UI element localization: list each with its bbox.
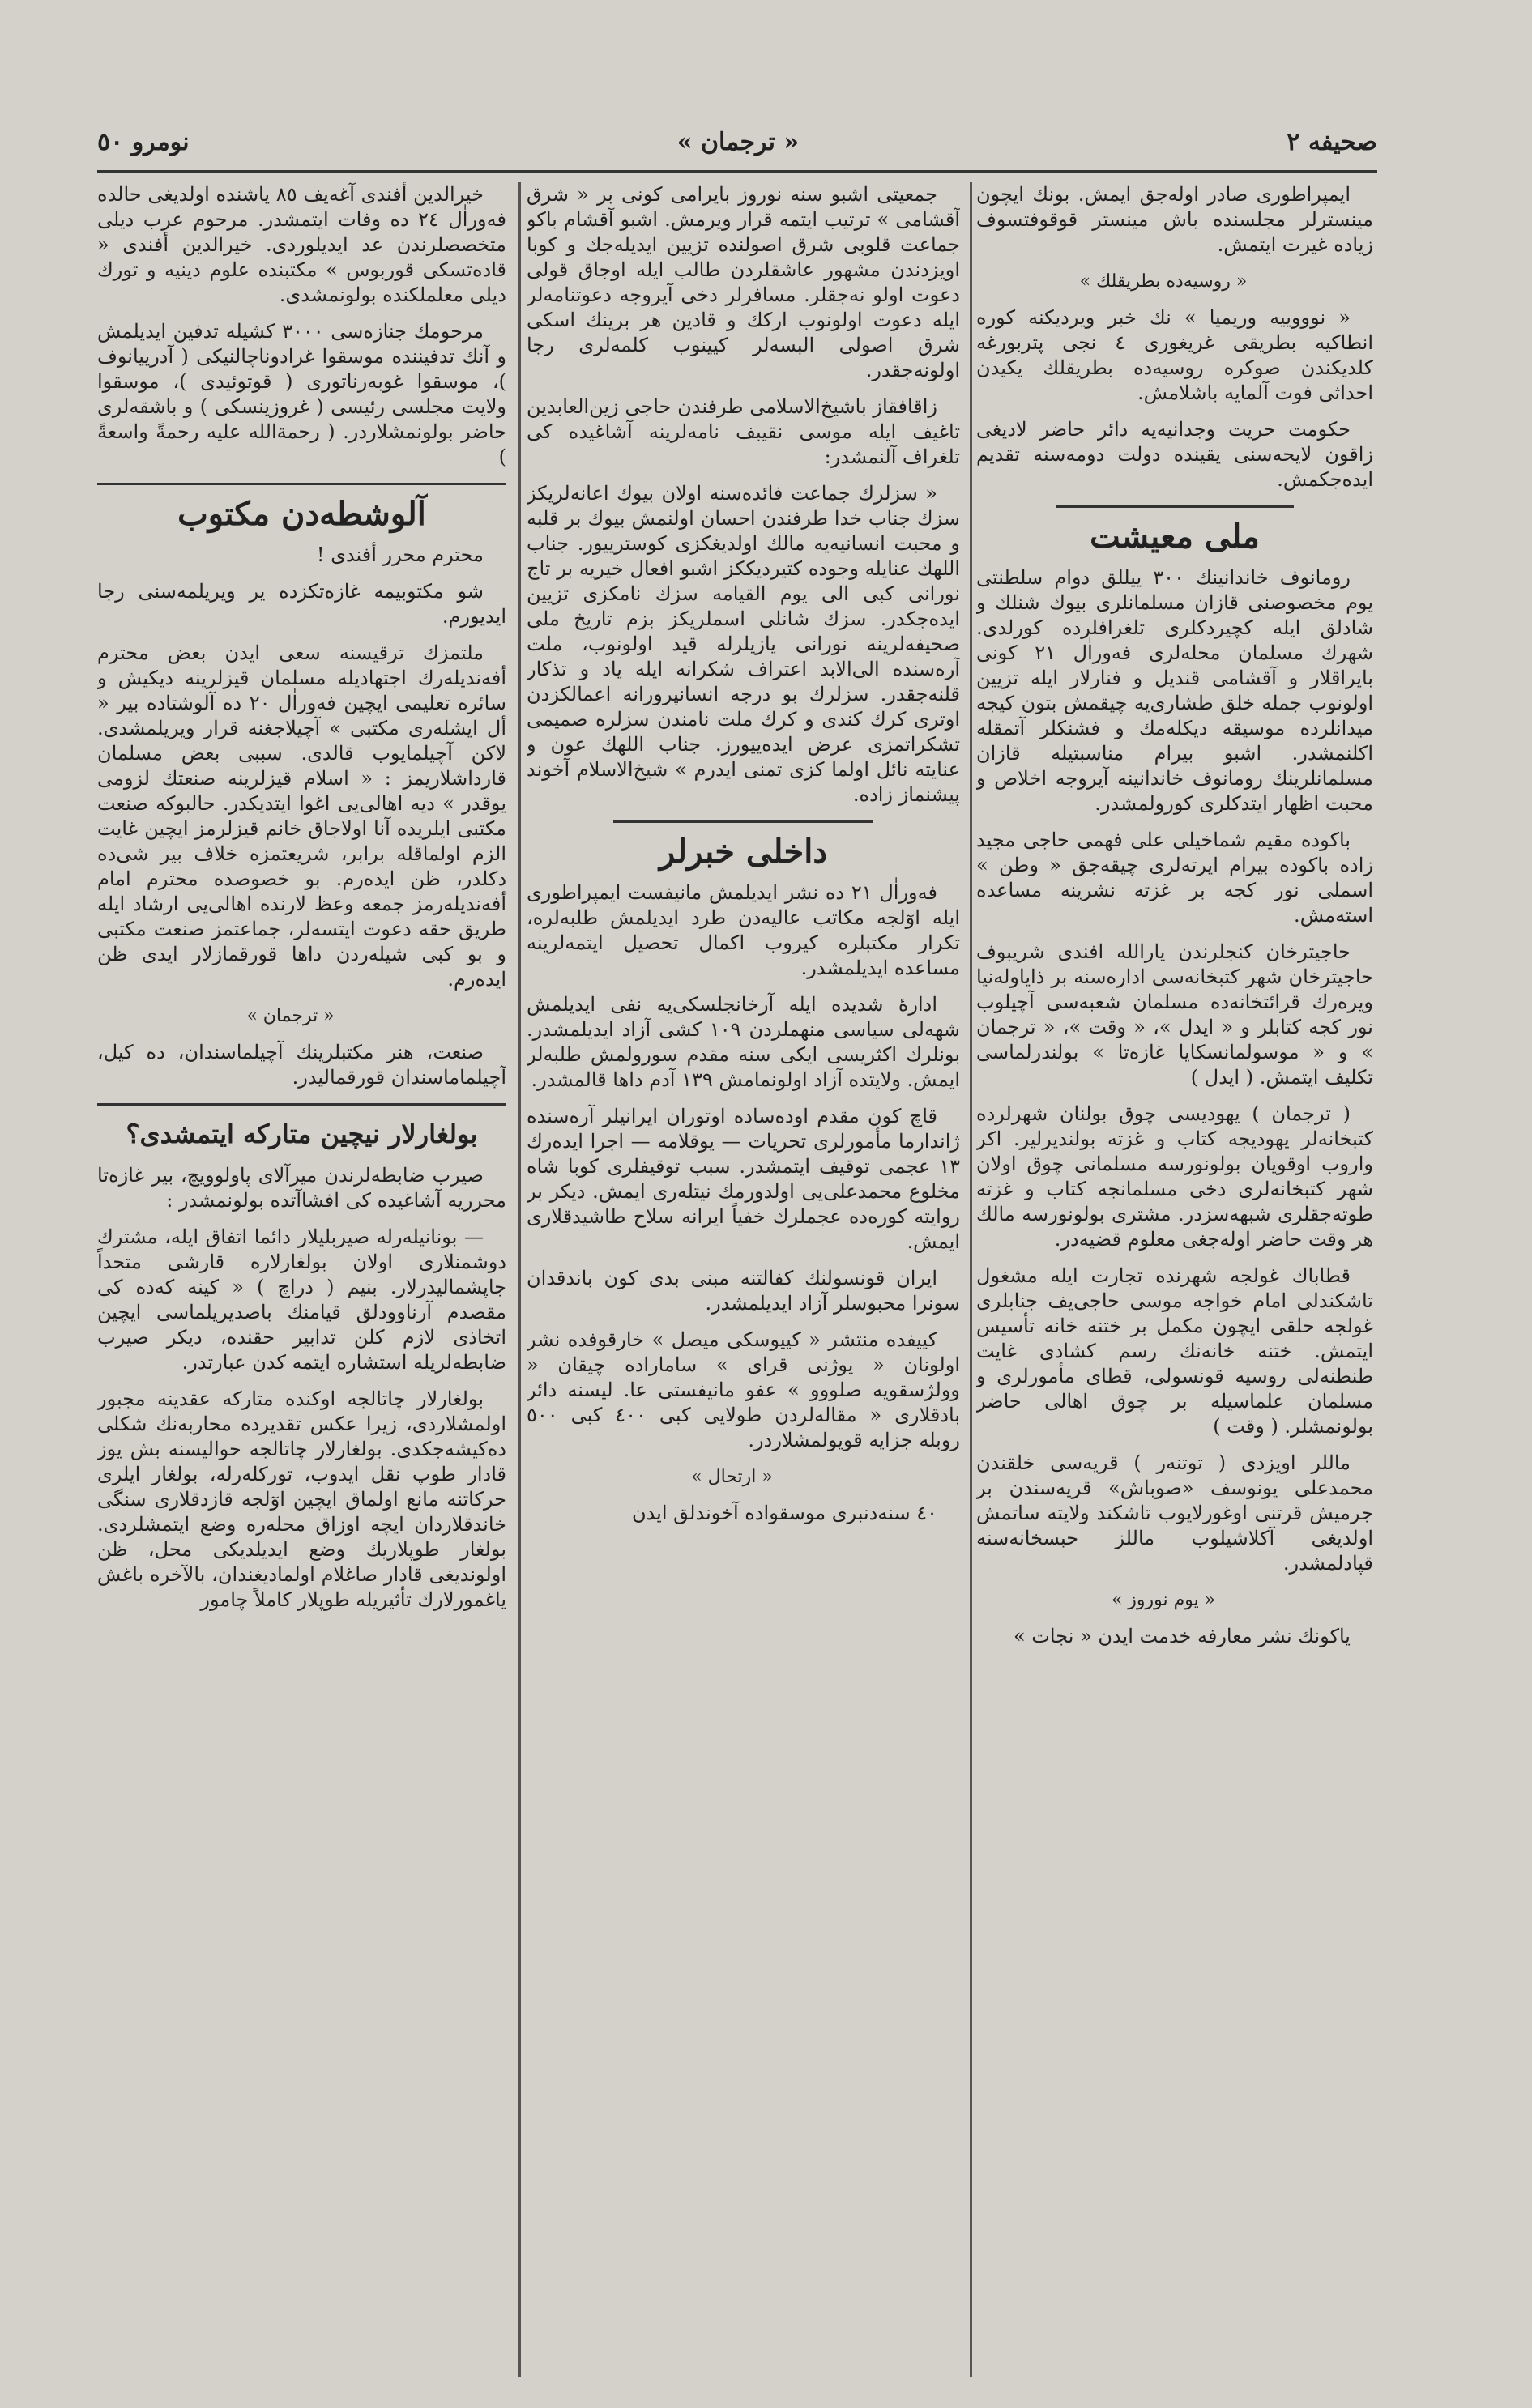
text-paragraph: قاچ کون مقدم اودەسادە اوتوران ایرانیلر آرەسنده ژاندارما مأمورلری تحریات — یوقلامه — اجرا ایدەرك ١٣ عجمی توقیف ایتمشدر. سبب توقیفلری کوبا شاه مخلوع محمدعلی‌یی اولدورمك نیتلەری ایمش. دیکر بر روایته کورەدە عجملرك خفیاً ایرانه سلاح طاشیدقلاری ایمش.	[527, 1105, 960, 1253]
text-paragraph: « نوووییە وریمیا » نك خبر ویردیکنه کورە انطاکیه بطریقی غریغوری ٤ نجی پتربورغه کلدیکندن صوکرە روسیەدە بطریقلك یکیدن احداثی فوت آلمایە باشلامش.	[976, 306, 1373, 404]
column-left	[97, 182, 506, 2373]
text-paragraph: صنعت، هنر مکتبلرینك آچیلماسندان، دە کیل، آچیلماماسندان قورقمالیدر.	[97, 1041, 506, 1089]
header-rule	[97, 170, 1377, 173]
text-paragraph: حکومت حریت وجدانیەیە دائر حاضر لادیغی زاقون لایحەسنی یقینده دولت دومەسنه تقدیم ایدەجکمش.	[976, 418, 1373, 491]
text-paragraph: « سزلرك جماعت فائدەسنه اولان بیوك اعانەلریکز سزك جناب خدا طرفندن احسان اولنمش بیوك بر قلبه و محبت انسانیەیه مالك اولدیغکزی کوسترییور. جناب اللهك عنایله وجودە کتیردیککز اشبو افعال خیریه بر تاج نورانی کبی الی یوم القیامه سزك نامکزی تزیین ایدەجکدر. سزك شانلی اسملریکز بزم تاریخ ملی صحیفەلرینه نورانی یازیلرله قید اولونوب، ملت آرەسنده الی‌الابد اعتراف شکرانه ایله یاد و تذکار قلنەجقدر. سزلرك بو درجه انسانپرورانه اعمالکزدن اوتری کرك کندی و کرك ملت نامندن سزلرە صمیمی تشکراتمزی عرض ایدەییورز. جناب اللهك عون و عنایته نائل اولما کزی تمنی ایدرم » شیخ‌الاسلام آخوند پیشنماز زادە.	[527, 482, 960, 806]
text-paragraph: جمعیتی اشبو سنه نوروز بایرامی کونی بر « شرق آقشامی » ترتیب ایتمه قرار ویرمش. اشبو آقشام باکو جماعت قلوبی شرق اصولنده تزیین ایدیلەجك و کوبا اویزدندن مشهور عاشقلردن طالب ایله اوجاق قولی دعوت اولو نەجقلر. مسافرلر دخی آیروجه دعوتنامەلر ایله دعوت اولونوب ارکك و قادین هر برینك اسکی شرق اصولی البسەلر کیینوب کلمەلری رجا اولونەجقدر.	[527, 183, 960, 381]
text-paragraph: ایمپراطوری صادر اولەجق ایمش. بونك ایچون مینستر‌لر مجلسندە باش مینستر قوقوفتسوف زیادە غیرت ایتمش.	[976, 183, 1373, 256]
text-paragraph: ایران قونسولنك کفالتنه مبنی بدی کون باندقدان سونرا محبوسلر آزاد ایدیلمشدر.	[527, 1267, 960, 1315]
issue-number: نومرو ٥٠	[97, 127, 190, 156]
subheading: « ارتحال »	[691, 1467, 773, 1487]
text-paragraph: ( ترجمان ) یهودیسی چوق بولنان شهرلردە کتبخانەلر یهودیجه کتاب و غزته بولندیرلیر. اکر واروب اوقویان بولونورسه مسلمانی چوق اولان شهر کتبخانەلری دخی مسلمانجه کتاب و غزته طوتەجقلری شبهەسزدر. مشتری بولونورسه مالك هر وقت حاضر اولەجغی معلوم قضیەدر.	[976, 1102, 1373, 1251]
text-paragraph: فەوراٰل ٢١ دە نشر ایدیلمش مانیفست ایمپراطوری ایله اوٓلجه مکاتب عالیەدن طرد ایدیلمش طلبەلرە، تکرار مکتبلرە کیروب اکمال تحصیل ایتمەلرینه مساعدە ایدیلمشدر.	[527, 881, 960, 979]
column-divider	[518, 182, 521, 2377]
text-paragraph: قطاباك غولجه شهرنده تجارت ایله مشغول تاشکندلی امام خواجه موسی حاجی‌یف جنابلری غولجه حلقی ایچون مکمل بر ختنه خانه تأسیس ایتمش. ختنه خانەنك رسم کشادی غایت طنطنەلی روسیه قونسولی، قطای مأمورلری و مسلمان علماسیله بر چوق اهالی حاضر بولونمشلر. ( وقت )	[976, 1264, 1373, 1438]
text-paragraph: محترم محرر أفندی !	[316, 543, 484, 566]
section-title: آلوشطەدن مکتوب	[177, 495, 426, 533]
text-paragraph: خیرالدین أفندی آغەیف ٨٥ یاشنده اولدیغی حالدە فەوراٰل ٢٤ دە وفات ایتمشدر. مرحوم عرب دیلی متخصصلرندن عد ایدیلوردی. خیرالدین أفندی « قادەتسکی قوربوس » مکتبندە علوم دینیه و تورك دیلی معلملکندە بولونمشدی.	[97, 183, 506, 306]
subheading: « یوم نوروز »	[1111, 1590, 1216, 1610]
page-header	[97, 113, 1377, 170]
text-paragraph: بولغارلار چاتالجه اوکنده متارکه عقدینه مجبور اولمشلاردی، زیرا عکس تقدیردە محاربەنك شکلی دەکیشەجکدی. بولغارلار چاتالجه حوالیسنه بش یوز قادار طوپ نقل ایدوب، تورکلەرلە، بولغار ایلری حرکاتنه مانع اولماق ایچین اوٓلجه قازدقلاری سنگی خاندقلاردان ایچه اوزاق محلەرە وضع ایتمشلردی. بولغار طوپلاریك وضع ایدیلدیکی محل، ظن اولوندیغی قادار صاغلام اولمادیغندان، بالآخره باغش یاغمورلارك تأثیریله طوپلار کاملاً چامور	[97, 1387, 506, 1611]
text-paragraph: کییفدە منتشر « کییوسکی میصل » خارقوفدە نشر اولونان « یوژنی قرای » سامارادە چیقان « وولژسقویه صلووو » عفو مانیفستی عا. لیسنه دائر بادقلاری « مقالەلردن طولایی کبی ٤٠٠ کبی ٥٠٠ روبله جزایه قویولمشلاردر.	[527, 1328, 960, 1451]
column-divider	[970, 182, 972, 2377]
text-paragraph: صیرب ضابطەلرندن میرآلای پاولوویچ، بیر غازەتا محرریه آشاغیدە کی افشاآتدە بولونمشدر :	[97, 1164, 506, 1212]
masthead-title: « ترجمان »	[676, 127, 800, 156]
text-paragraph: ماللر اویزدی ( توتنەر ) قریەسی خلقندن محمدعلی یونوسف «صوباش» قریەسندن بر جرمیش قرتنی اوغورلایوب تاشکند ولایته ساتمش اولدیغی آکلاشیلوب ماللز حبسخانەسنه قپادلمشدر.	[976, 1451, 1373, 1575]
section-rule	[97, 1103, 506, 1106]
text-paragraph: ملتمزك ترقیسنه سعی ایدن بعض محترم أفەندیلەرك اجتهادیله مسلمان قیزلرینه دیکیش و سائرە تعلیمی ایچین فەوراٰل ٢٠ دە آلوشتادە بیر « أل ایشلەری مکتبی » آچیلاجغنه قرار ویریلمشدی. لاکن آچیلمایوب قالدی. سببی بعض مسلمان قارداشلاریمز : « اسلام قیزلرینه صنعتك لزومی یوقدر » دیه اهالی‌یی اغوا ایتدیکدر. حالبوکه صنعت مکتبی ایلریدە آنا اولاجاق خانم قیزلرمز ایچین غایت الزم اولماقله برابر، شریعتمزه خلاف بیر شی‌دە دکلدر، ظن ایدەرم. بو خصوصدە محترم امام أفەندیلەرمز جمعه وعظ لارندە اهالی‌یی ارشاد ایله طریق حقه دعوت ایتسەلر، جماعتمز صنعت مکتبی و بو کبی شیلەردن داها قورقمازلار ایدی ظن ایدەرم.	[97, 641, 506, 991]
subheading: « روسیەدە بطریقلك »	[1079, 271, 1248, 292]
section-title: داخلی خبرلر	[659, 833, 828, 871]
text-paragraph: — بونانیلەرله صیربلیلار دائما اتفاق ایله، مشترك دوشمنلاری اولان بولغارلاره قارشی متحداً جاپشمالیدرلار. بنیم ( دراچ ) « کینه کەده کی مقصدم آرناوودلق قیامنك باصدیریلماسی ایچین اتخاذی لازم کلن تدابیر حقندە، دیکر صیرب ضابطەلریله استشارە ایتمه کدن عبارتدر.	[97, 1225, 506, 1374]
text-paragraph: ٤٠ سنەدنبری موسقوادە آخوندلق ایدن	[631, 1502, 937, 1524]
column-right	[976, 182, 1373, 2373]
page-label: صحیفه ۲	[1287, 127, 1377, 156]
text-paragraph: رومانوف خاندانینك ٣٠٠ ییللق دوام سلطنتی یوم مخصوصنی قازان مسلمانلری بیوك شنلك و شادلق ایله کچیردکلری تلغرافلردە کورلدی. شهرك مسلمان محلەلری فەوراٰل ٢١ کونی بایراقلار و آقشامی قندیل و فنارلار ایله تزیین اولونوب جمله خلق طشاری‌یه چیقمش بتون کیجه میدانلردە موسیقه دیکلەمك و فشنکلر آتمقله اکلنمشدر. اشبو بیرام مناسبتیله قازان مسلمانلرینك رومانوف خاندانینه آیروجه اخلاص و محبت اظهار ایتدکلری کورولمشدر.	[976, 566, 1373, 815]
subheading: « ترجمان »	[246, 1006, 335, 1026]
section-rule	[1056, 505, 1294, 508]
section-rule	[97, 483, 506, 485]
column-middle	[527, 182, 960, 2373]
section-title: ملی معیشت	[1090, 518, 1260, 556]
text-paragraph: باکودە مقیم شماخیلی علی فهمی حاجی مجید زادە باکودە بیرام ایرتەلری چیقەجق « وطن » اسملی نور کجه بر غزته نشرینه مساعدە استەمش.	[976, 829, 1373, 927]
section-title: بولغارلار نیچین متارکه ایتمشدی؟	[126, 1119, 478, 1149]
text-paragraph: مرحومك جنازەسی ٣٠٠٠ کشیلە تدفین ایدیلمش و آنك تدفیننده موسقوا غرادوناچالنیکی ( آدرییانوف )، موسقوا غوبەرناتوری ( قوتوئیدی )، موسقوا ولایت مجلسی رئیسی ( غروزینسکی ) و باشقەلری حاضر بولونمشلاردر. ( رحمةالله علیه رحمةً واسعةً )	[97, 320, 506, 468]
text-paragraph: حاجیترخان کنجلرندن یارالله افندی شریبوف حاجیترخان شهر کتبخانەسی ادارەسنه بر ذایاولەنیا ویرەرك قرائتخانەدە مسلمان شعبەسی آچیلوب نور کجه کتابلر و « ایدل »، « وقت »، « ترجمان » و « موسولمانسکایا غازەتا » بولندرلماسی تکلیف ایتمش. ( ایدل )	[976, 940, 1373, 1089]
text-paragraph: شو مکتوبیمه غازەتکزدە یر ویریلمەسنی رجا ایدیورم.	[97, 580, 506, 628]
text-paragraph: ادارۀ شدیدە ایله آرخانجلسکی‌یه نفی ایدیلمش شهەلی سیاسی منهملردن ١٠٩ کشی آزاد ایدیلمشدر. بونلرك اکثریسی ایکی سنه مقدم سورولمش طلبەلر ایمش. ولایتدە آزاد اولونمامش ١٣٩ آدم داها قالمشدر.	[527, 993, 960, 1091]
text-paragraph: یاکونك نشر معارفه خدمت ایدن « نجات »	[1013, 1625, 1351, 1647]
text-paragraph: زاقافقاز باشیخ‌الاسلامی طرفندن حاجی زین‌العابدین تاغیف ایله موسی نقیبف نامەلرینه آشاغیدە کی تلغراف آلنمشدر:	[527, 395, 960, 468]
section-rule	[613, 820, 873, 823]
